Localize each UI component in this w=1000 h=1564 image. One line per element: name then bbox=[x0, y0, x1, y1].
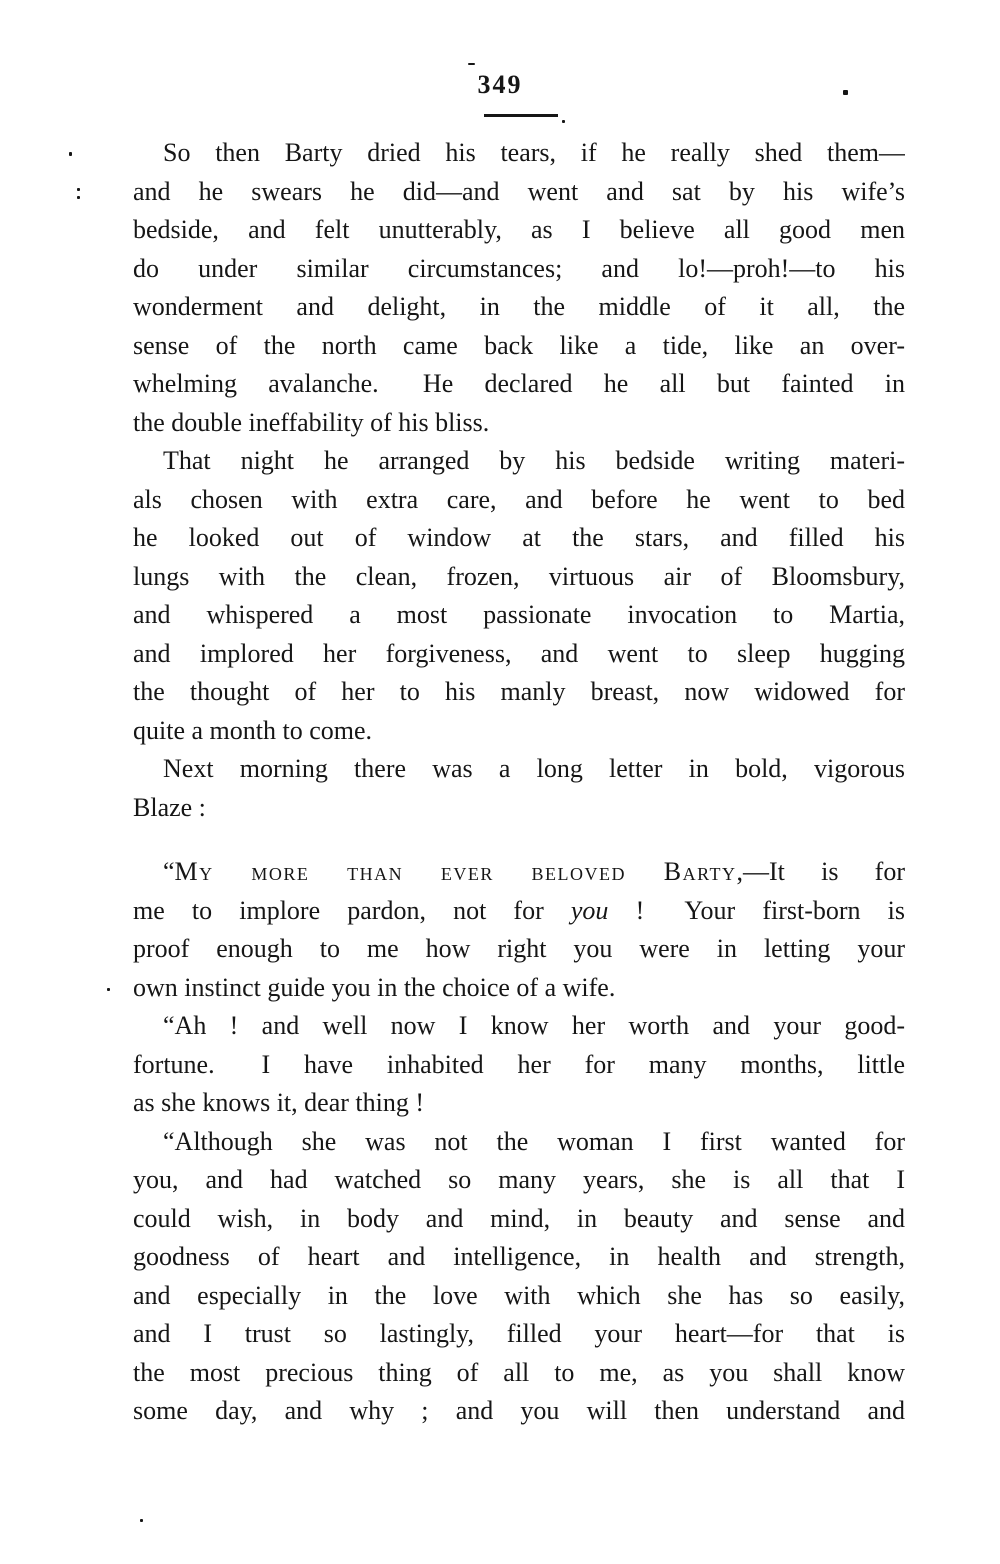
text-segment: ,—It is for bbox=[736, 857, 905, 886]
text-line bbox=[133, 1277, 905, 1316]
text-segment: bedside, and felt unutterably, as I believe all good men bbox=[133, 215, 905, 244]
text-segment: That night he arranged by his bedside writing materi- bbox=[163, 446, 905, 475]
text-segment: you bbox=[570, 895, 609, 925]
text-segment: he looked out of window at the stars, and filled his bbox=[133, 523, 905, 552]
text-line bbox=[133, 1161, 905, 1200]
text-segment: sense of the north came back like a tide, like an over- bbox=[133, 330, 905, 360]
text-segment: me to implore pardon, not for bbox=[133, 895, 571, 925]
text-segment: lungs with the clean, frozen, virtuous air of Bloomsbury, bbox=[133, 561, 905, 591]
text-segment: and implored her forgiveness, and went to sleep hugging bbox=[133, 638, 905, 668]
text-segment: as she knows it, dear thing ! bbox=[133, 1088, 425, 1117]
text-segment: you, and had watched so many years, she is all that I bbox=[133, 1165, 905, 1194]
text-line bbox=[133, 712, 905, 751]
text-line bbox=[133, 1084, 905, 1123]
text-line bbox=[133, 1200, 905, 1239]
text-segment: So then Barty dried his tears, if he really shed them— bbox=[163, 138, 905, 167]
text-line bbox=[133, 596, 905, 635]
text-segment: goodness of heart and intelligence, in health and strength, bbox=[133, 1242, 905, 1271]
text-line bbox=[133, 288, 905, 327]
text-segment: “ bbox=[163, 857, 175, 886]
text-segment: and he swears he did—and went and sat by his wife’s bbox=[133, 176, 905, 206]
text-line bbox=[133, 404, 905, 443]
text-line bbox=[133, 789, 905, 828]
text-line bbox=[133, 1354, 905, 1393]
letter-salutation: My more than ever beloved Barty bbox=[174, 857, 737, 886]
text-segment: Next morning there was a long letter in bold, vigorous bbox=[163, 754, 905, 783]
text-segment: fortune. I have inhabited her for many months, little bbox=[133, 1049, 905, 1079]
text-line bbox=[133, 1007, 905, 1046]
text-line bbox=[133, 442, 905, 481]
text-line bbox=[133, 1123, 905, 1162]
text-line bbox=[133, 519, 905, 558]
text-segment: and whispered a most passionate invocation to Martia, bbox=[133, 600, 905, 629]
text-line bbox=[133, 853, 905, 892]
text-segment: “Ah ! and well now I know her worth and your good- bbox=[163, 1011, 905, 1040]
letter-paragraph-2 bbox=[133, 1007, 905, 1123]
text-line bbox=[133, 558, 905, 597]
letter-paragraph-1 bbox=[133, 853, 905, 1007]
text-line bbox=[133, 173, 905, 212]
text-line bbox=[133, 250, 905, 289]
page-number: 349 bbox=[477, 70, 523, 99]
text-segment: could wish, in body and mind, in beauty and sense and bbox=[133, 1203, 905, 1233]
text-segment: whelming avalanche. He declared he all but fainted in bbox=[133, 369, 905, 398]
text-segment: some day, and why ; and you will then understand and bbox=[133, 1396, 905, 1425]
text-segment: do under similar circumstances; and lo!—proh!—to his bbox=[133, 253, 905, 283]
text-line bbox=[133, 1315, 905, 1354]
text-segment: ! Your first-born is bbox=[608, 895, 905, 925]
paragraph-1 bbox=[133, 134, 905, 442]
text-segment: “Although she was not the woman I first wanted for bbox=[163, 1126, 905, 1156]
scan-speck bbox=[107, 988, 110, 991]
scan-speck bbox=[77, 196, 80, 199]
text-segment: proof enough to me how right you were in letting your bbox=[133, 934, 905, 963]
text-line bbox=[133, 1046, 905, 1085]
text-segment: the double ineffability of his bliss. bbox=[133, 407, 490, 437]
text-line bbox=[133, 635, 905, 674]
scan-speck bbox=[77, 188, 80, 191]
scan-speck bbox=[562, 120, 565, 123]
letter-paragraph-3 bbox=[133, 1123, 905, 1431]
scan-speck bbox=[468, 63, 475, 65]
text-line bbox=[133, 211, 905, 250]
page-number-rule bbox=[484, 114, 558, 117]
text-segment: own instinct guide you in the choice of a wife. bbox=[133, 972, 616, 1002]
paragraph-3 bbox=[133, 750, 905, 827]
text-line bbox=[133, 134, 905, 173]
text-line bbox=[133, 892, 905, 931]
text-line bbox=[133, 481, 905, 520]
text-line bbox=[133, 969, 905, 1008]
text-line bbox=[133, 750, 905, 789]
paragraph-2 bbox=[133, 442, 905, 750]
text-segment: and I trust so lastingly, filled your heart—for that is bbox=[133, 1319, 905, 1348]
text-segment: the most precious thing of all to me, as you shall know bbox=[133, 1357, 905, 1387]
text-segment: the thought of her to his manly breast, now widowed for bbox=[133, 677, 905, 706]
text-line bbox=[133, 673, 905, 712]
text-line bbox=[133, 1238, 905, 1277]
text-line bbox=[133, 930, 905, 969]
page-text-block bbox=[133, 134, 905, 1431]
text-segment: wonderment and delight, in the middle of it all, the bbox=[133, 292, 905, 321]
scan-speck bbox=[140, 1519, 143, 1522]
text-segment: and especially in the love with which she has so easily, bbox=[133, 1280, 905, 1310]
text-line bbox=[133, 1392, 905, 1431]
scan-speck bbox=[843, 90, 848, 95]
text-segment: Blaze : bbox=[133, 792, 206, 822]
text-segment: als chosen with extra care, and before he went to bed bbox=[133, 484, 905, 514]
text-line bbox=[133, 365, 905, 404]
scan-speck bbox=[69, 152, 72, 156]
text-segment: quite a month to come. bbox=[133, 715, 373, 745]
text-line bbox=[133, 327, 905, 366]
